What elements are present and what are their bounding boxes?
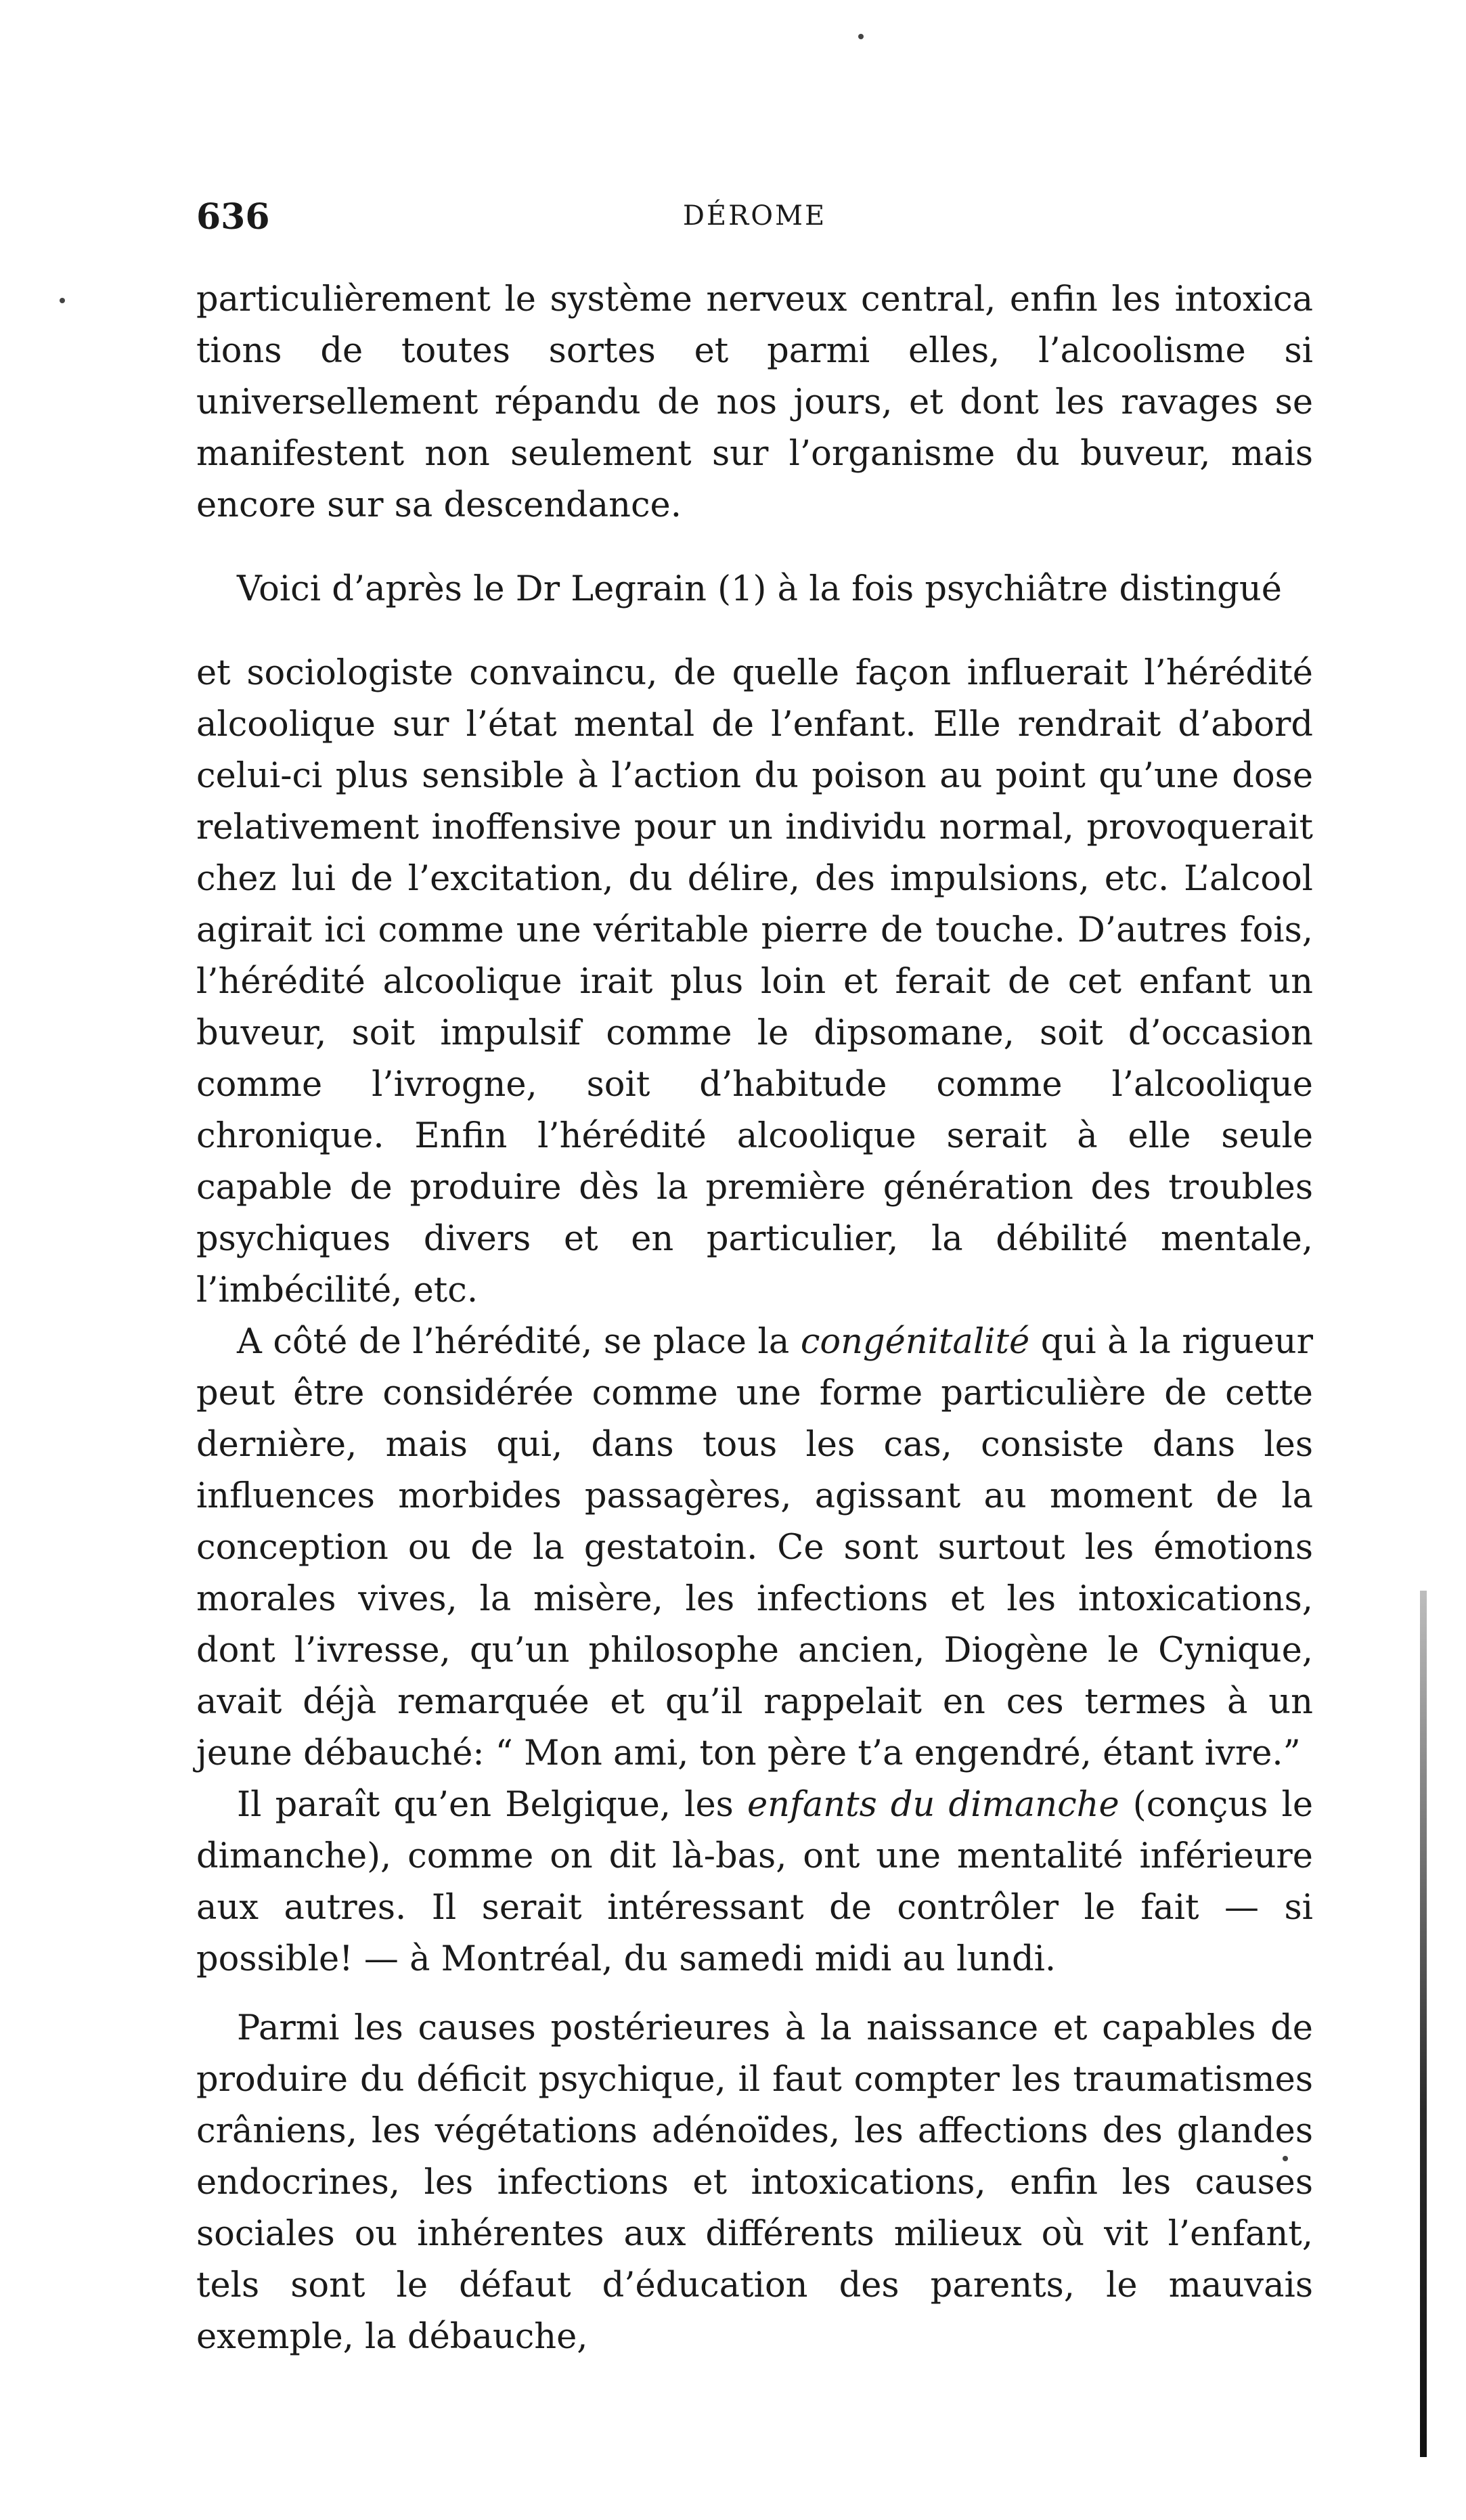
page-number: 636 bbox=[196, 196, 270, 238]
speck-mark bbox=[858, 34, 864, 39]
paragraph-text: Il paraît qu’en Belgique, les bbox=[237, 1785, 747, 1825]
paragraph bbox=[196, 274, 1313, 531]
paragraph-text: A côté de l’hérédité, se place la bbox=[237, 1322, 801, 1362]
italic-term: congénitalité bbox=[800, 1322, 1030, 1362]
page-edge-shadow bbox=[1420, 1591, 1427, 2457]
italic-term: enfants du dimanche bbox=[747, 1785, 1119, 1825]
paragraph bbox=[196, 1780, 1313, 1985]
paragraph-text: (conçus le dimanche), comme on dit là-bas, ont une mentalité inférieure aux autres. Il serait intéressant de contrôler le fait — si possible! — à Montréal, du samedi midi au lundi. bbox=[196, 1785, 1314, 1979]
paragraph-text: Voici d’après le Dr Legrain (1) à la fois psychiâtre distingué bbox=[237, 569, 1282, 609]
body-text bbox=[196, 274, 1313, 2363]
paragraph bbox=[196, 2003, 1313, 2363]
paragraph bbox=[196, 648, 1313, 1317]
speck-mark bbox=[60, 298, 65, 303]
paragraph-text: qui à la rigueur peut être considérée comme une forme particulière de cette dernière, mais qui, dans tous les cas, consiste dans les influences morbides passagères, agissant au moment de la conception ou de la gestatoin. Ce sont surtout les émotions morales vives, la misère, les infections et les intoxications, dont l’ivresse, qu’un philosophe ancien, Diogène le Cynique, avait déjà remarquée et qu’il rappelait en ces termes à un jeune débauché: “ Mon ami, ton père t’a engendré, étant ivre.” bbox=[196, 1322, 1313, 1773]
paragraph bbox=[196, 1317, 1313, 1780]
paragraph-text: Parmi les causes postérieures à la naissance et capables de produire du déficit psychique, il faut compter les traumatismes crâniens, les végétations adénoïdes, les affections des glandes endocrines, les infections et intoxications, enfin les causes sociales ou inhérentes aux différents milieux où vit l’enfant, tels sont le défaut d’éducation des parents, le mauvais exemple, la débauche, bbox=[196, 2008, 1313, 2357]
running-head bbox=[196, 196, 1313, 244]
running-title: DÉROME bbox=[682, 200, 827, 231]
paragraph bbox=[196, 564, 1313, 615]
paragraph-text: et sociologiste convaincu, de quelle façon influerait l’hérédité alcoolique sur l’état mental de l’enfant. Elle rendrait d’abord celui-ci plus sensible à l’action du poison au point qu’une dose relativement inoffensive pour un individu normal, provoquerait chez lui de l’excitation, du délire, des impulsions, etc. L’alcool agirait ici comme une véritable pierre de touche. D’autres fois, l’hérédité alcoolique irait plus loin et ferait de cet enfant un buveur, soit impulsif comme le dipsomane, soit d’occasion comme l’ivrogne, soit d’habitude comme l’alcoolique chronique. Enfin l’hérédité alcoolique serait à elle seule capable de produire dès la première génération des troubles psychiques divers et en particulier, la débilité mentale, l’imbécilité, etc. bbox=[196, 653, 1313, 1310]
paragraph-text: particulièrement le système nerveux central, enfin les intoxica tions de toutes sortes et parmi elles, l’alcoolisme si universellement répandu de nos jours, et dont les ravages se manifestent non seulement sur l’organisme du buveur, mais encore sur sa descendance. bbox=[196, 280, 1313, 525]
